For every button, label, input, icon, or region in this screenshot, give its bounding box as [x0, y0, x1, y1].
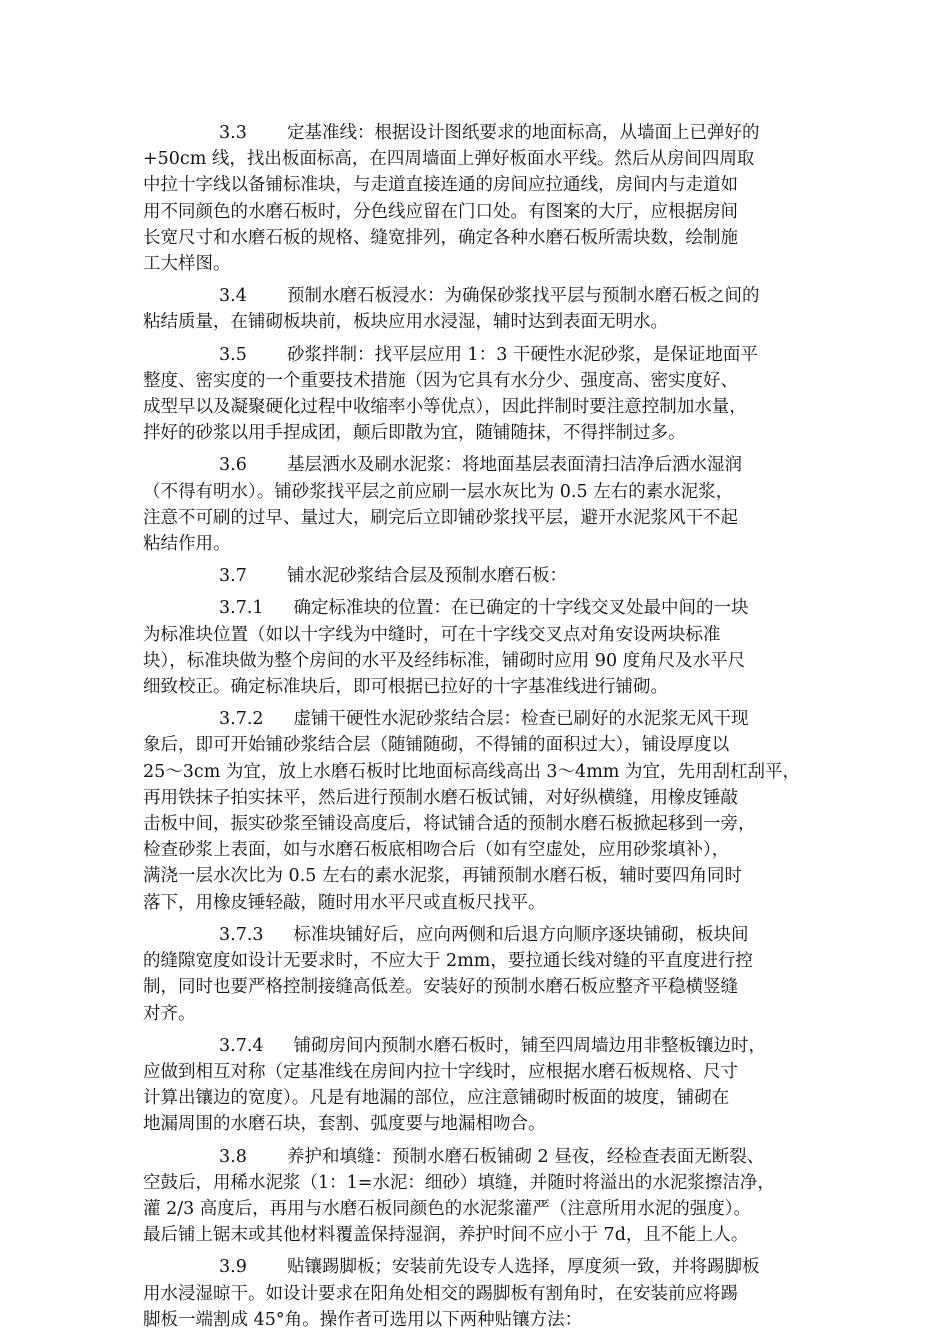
paragraph	[143, 1033, 811, 1138]
paragraph	[143, 1144, 811, 1249]
text-line	[143, 1033, 811, 1059]
text-line: 满浇一层水次比为 0.5 左右的素水泥浆，再铺预制水磨石板，辅时要四角同时	[143, 866, 742, 887]
text-line	[143, 922, 811, 948]
document-body	[143, 120, 811, 1339]
section-number: 3.5	[219, 344, 247, 365]
paragraph-text: 基层洒水及刷水泥浆：将地面基层表面清扫洁净后洒水湿润	[287, 455, 742, 476]
text-line: 落下，用橡皮锤轻敲，随时用水平尺或直板尺找平。	[143, 892, 546, 913]
text-line: 应做到相互对称（定基准线在房间内拉十字线时，应根据水磨石板规格、尺寸	[143, 1061, 738, 1082]
text-line: 为标准块位置（如以十字线为中缝时，可在十字线交叉点对角安设两块标准	[143, 624, 721, 645]
text-line: 拌好的砂浆以用手捏成团，颠后即散为宜，随铺随抹，不得拌制过多。	[143, 423, 686, 444]
text-line: 最后铺上锯末或其他材料覆盖保持湿润，养护时间不应小于 7d，且不能上人。	[143, 1225, 749, 1246]
section-number: 3.7.4	[219, 1035, 264, 1056]
text-line: 对齐。	[143, 1003, 196, 1024]
paragraph-text: 标准块铺好后，应向两侧和后退方向顺序逐块铺砌，板块间	[293, 924, 749, 945]
text-line	[143, 283, 811, 309]
paragraph	[143, 595, 811, 700]
paragraph-text: 贴镶踢脚板；安装前先设专人选择，厚度须一致，并将踢脚板	[287, 1257, 760, 1278]
section-number: 3.9	[219, 1257, 247, 1278]
text-line: 块），标准块做为整个房间的水平及经纬标准，铺砌时应用 90 度角尺及水平尺	[143, 650, 746, 671]
section-number: 3.7	[219, 566, 247, 587]
paragraph-text: 虚铺干硬性水泥砂浆结合层：检查已刷好的水泥浆无风干现	[293, 709, 749, 730]
section-number: 3.4	[219, 286, 247, 307]
section-number: 3.7.1	[219, 598, 264, 619]
text-line: 检查砂浆上表面，如与水磨石板底相吻合后（如有空虚处，应用砂浆填补），	[143, 840, 730, 861]
paragraph	[143, 283, 811, 335]
text-line: 空鼓后，用稀水泥浆（1：1=水泥：细砂）填缝，并随时将溢出的水泥浆擦洁净，	[143, 1172, 775, 1193]
text-line: 再用铁抹子拍实抹平，然后进行预制水磨石板试铺，对好纵横缝，用橡皮锤敲	[143, 787, 738, 808]
text-line: 整度、密实度的一个重要技术措施（因为它具有水分少、强度高、密实度好、	[143, 370, 738, 391]
text-line: 计算出镶边的宽度）。凡是有地漏的部位，应注意铺砌时板面的坡度，铺砌在	[143, 1088, 730, 1109]
paragraph-text: 砂浆拌制：找平层应用 1：3 干硬性水泥砂浆，是保证地面平	[287, 344, 758, 365]
text-line: 象后，即可开始铺砂浆结合层（随铺随砌，不得铺的面积过大），铺设厚度以	[143, 735, 730, 756]
text-line	[143, 342, 811, 368]
section-number: 3.6	[219, 455, 247, 476]
paragraph	[143, 563, 811, 589]
paragraph-text: 预制水磨石板浸水：为确保砂浆找平层与预制水磨石板之间的	[287, 286, 760, 307]
text-line: 用水浸湿晾干。如设计要求在阳角处相交的踢脚板有割角时，在安装前应将踢	[143, 1283, 738, 1304]
text-line: 地漏周围的水磨石块，套割、弧度要与地漏相吻合。	[143, 1114, 546, 1135]
text-line: 的缝隙宽度如设计无要求时，不应大于 2mm，要拉通长线对缝的平直度进行控	[143, 951, 753, 972]
text-line: 击板中间，振实砂浆至铺设高度后，将试铺合适的预制水磨石板掀起移到一旁，	[143, 814, 756, 835]
text-line: 粘结作用。	[143, 534, 231, 555]
paragraph	[143, 922, 811, 1027]
paragraph-text: 养护和填缝：预制水磨石板铺砌 2 昼夜，经检查表面无断裂、	[287, 1146, 765, 1167]
section-number: 3.3	[219, 123, 247, 143]
text-line	[143, 1254, 811, 1280]
section-number: 3.7.2	[219, 709, 264, 730]
text-line: 灌 2/3 高度后，再用与水磨石板同颜色的水泥浆灌严（注意所用水泥的强度）。	[143, 1198, 752, 1219]
text-line	[143, 563, 811, 589]
section-number: 3.7.3	[219, 924, 264, 945]
text-line: 中拉十字线以备铺标准块，与走道直接连通的房间应拉通线，房间内与走道如	[143, 175, 738, 196]
paragraph-text: 铺砌房间内预制水磨石板时，铺至四周墙边用非整板镶边时，	[293, 1035, 767, 1056]
paragraph	[143, 452, 811, 557]
text-line: 用不同颜色的水磨石板时，分色线应留在门口处。有图案的大厅，应根据房间	[143, 201, 738, 222]
paragraph	[143, 1254, 811, 1333]
text-line	[143, 1144, 811, 1170]
text-line: 工大样图。	[143, 254, 231, 275]
paragraph	[143, 120, 811, 277]
text-line: 细致校正。确定标准块后，即可根据已拉好的十字基准线进行铺砌。	[143, 677, 668, 698]
text-line: 25～3cm 为宜，放上水磨石板时比地面标高线高出 3～4mm 为宜，先用刮杠刮平，	[143, 761, 800, 782]
text-line: 制，同时也要严格控制接缝高低差。安装好的预制水磨石板应整齐平稳横竖缝	[143, 977, 738, 998]
text-line: 长宽尺寸和水磨石板的规格、缝宽排列，确定各种水磨石板所需块数，绘制施	[143, 227, 738, 248]
text-line	[143, 706, 811, 732]
text-line: 粘结质量，在铺砌板块前，板块应用水浸湿，辅时达到表面无明水。	[143, 312, 668, 333]
paragraph-text: 确定标准块的位置：在已确定的十字线交叉处最中间的一块	[293, 598, 749, 619]
text-line	[143, 120, 811, 146]
paragraph	[143, 342, 811, 447]
text-line: 脚板一端割成 45°角。操作者可选用以下两种贴镶方法：	[143, 1309, 583, 1330]
text-line: 成型早以及凝聚硬化过程中收缩率小等优点），因此拌制时要注意控制加水量，	[143, 397, 747, 418]
paragraph	[143, 706, 811, 916]
paragraph-text: 铺水泥砂浆结合层及预制水磨石板：	[287, 566, 567, 587]
text-line: 注意不可刷的过早、量过大，刷完后立即铺砂浆找平层，避开水泥浆风干不起	[143, 507, 738, 528]
text-line: +50cm 线，找出板面标高，在四周墙面上弹好板面水平线。然后从房间四周取	[143, 149, 755, 170]
section-number: 3.8	[219, 1146, 247, 1167]
text-line	[143, 452, 811, 478]
text-line: （不得有明水）。铺砂浆找平层之前应刷一层水灰比为 0.5 左右的素水泥浆，	[143, 481, 734, 502]
text-line	[143, 595, 811, 621]
paragraph-text: 定基准线：根据设计图纸要求的地面标高，从墙面上已弹好的	[287, 123, 760, 143]
